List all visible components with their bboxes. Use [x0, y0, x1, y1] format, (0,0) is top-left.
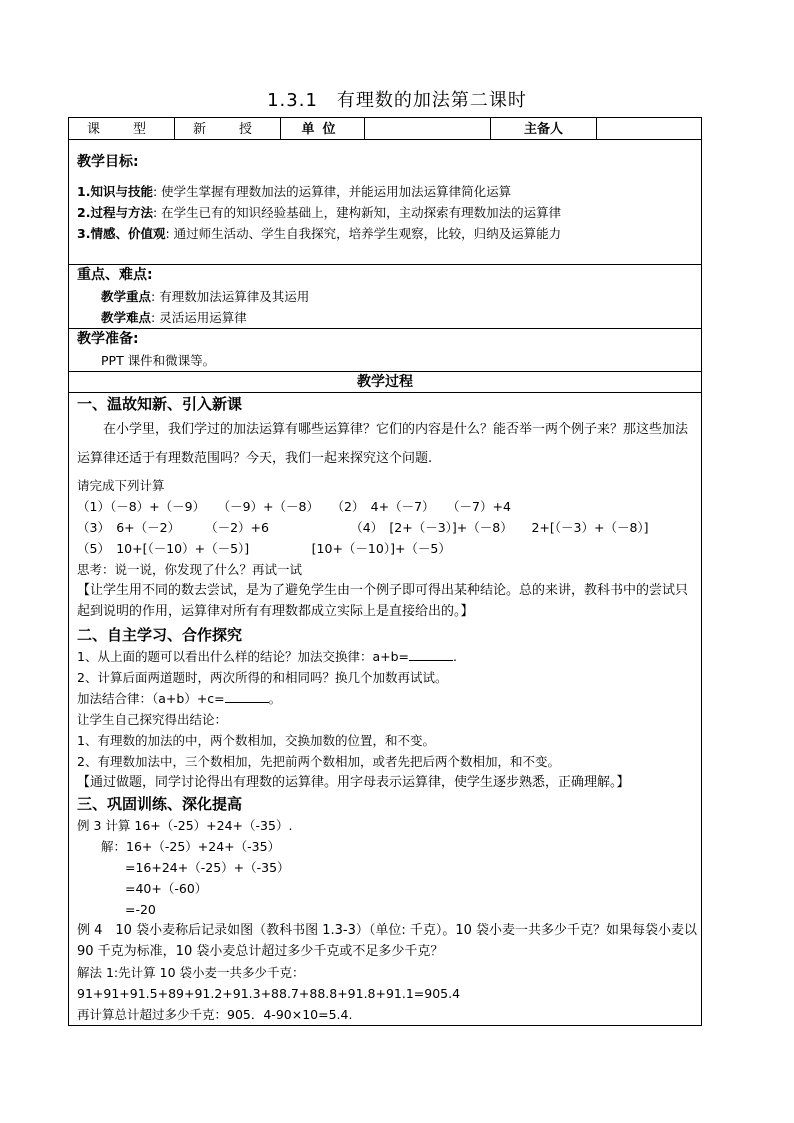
type-label: 课 型 [69, 118, 175, 140]
method-1: 解法 1:先计算 10 袋小麦一共多少千克： [77, 965, 305, 980]
type-value: 新 授 [175, 118, 281, 140]
prep-row [69, 329, 702, 372]
process-heading: 教学过程 [357, 374, 413, 390]
part3-heading: 三、巩固训练、深化提高 [77, 795, 243, 813]
keys-heading: 重点、难点: [77, 267, 153, 283]
commutative-question: 1、从上面的题可以看出什么样的结论？加法交换律：a+b= . [77, 649, 457, 664]
answer-blank [225, 690, 269, 703]
goal-item: 2.过程与方法: 在学生已有的知识经验基础上，建构新知，主动探索有理数加法的运算律 [77, 205, 562, 220]
part2-heading: 二、自主学习、合作探究 [77, 626, 243, 644]
lesson-plan-table [68, 117, 702, 1026]
calc-line: （1）（－8）+（－9） （－9）+（－8） （2） 4+（－7） （－7）+4 [77, 499, 511, 514]
goal-item: 3.情感、价值观: 通过师生活动、学生自我探究，培养学生观察，比较，归纳及运算能力 [77, 226, 562, 241]
process-body-row [69, 393, 702, 1026]
prep-text: PPT 课件和微课等。 [101, 353, 216, 368]
conclusion-2: 2、有理数加法中，三个数相加，先把前两个数相加，或者先把后两个数相加，和不变。 [77, 754, 560, 769]
solution-line: =16+24+（-25）+（-35） [125, 860, 290, 875]
part1-note: 【让学生用不同的数去尝试，是为了避免学生由一个例子即可得出某种结论。总的来讲，教科书中的尝试只起到说明的作用，运算律对所有有理数都成立实际上是直接给出的。】 [77, 583, 689, 619]
example-4: 例 4 10 袋小麦称后记录如图（教科书图 1.3-3）（单位: 千克）。10 袋小麦一共多少千克？如果每袋小麦以 90 千克为标准，10 袋小麦总计超过多少千克或不足多少千克？ [77, 923, 698, 959]
part2-note: 【通过做题，同学讨论得出有理数的运算律。用字母表示运算律，使学生逐步熟悉，正确理解。】 [77, 775, 630, 790]
calc-line: （3） 6+（－2） （－2）+6 （4） [2+（－3）]+（－8） 2+[（－3）+（－8）] [77, 520, 649, 535]
goals-heading: 教学目标: [77, 154, 139, 170]
conclusion-1: 1、有理数的加法的中，两个数相加，交换加数的位置，和不变。 [77, 733, 435, 748]
part1-heading: 一、温故知新、引入新课 [77, 395, 243, 413]
solution-line: =40+（-60） [125, 881, 208, 896]
prep-heading: 教学准备: [77, 331, 139, 347]
goal-item: 1.知识与技能: 使学生掌握有理数加法的运算律，并能运用加法运算律简化运算 [77, 184, 512, 199]
lead-value [597, 118, 702, 140]
difficult-point: 教学难点: 灵活运用运算律 [101, 310, 247, 325]
question-2: 2、计算后面两道题时，两次所得的和相同吗？换几个加数再试试。 [77, 670, 448, 685]
associative-question: 加法结合律：（a+b）+c= 。 [77, 691, 282, 706]
excess-line: 再计算总计超过多少千克：905．4-90×10=5.4. [77, 1007, 353, 1022]
part1-paragraph: 在小学里，我们学过的加法运算有哪些运算律？它们的内容是什么？能否举一两个例子来？那这些加法运算律还适于有理数范围吗？今天，我们一起来探究这个问题. [77, 422, 689, 466]
unit-value [365, 118, 491, 140]
process-heading-row [69, 372, 702, 393]
unit-label: 单位 [281, 118, 365, 140]
key-point: 教学重点: 有理数加法运算律及其运用 [101, 289, 310, 304]
header-row [69, 118, 702, 140]
example-3: 例 3 计算 16+（-25）+24+（-35）. [77, 818, 293, 833]
calc-prompt: 请完成下列计算 [77, 478, 165, 493]
page-title: 1.3.1 有理数的加法第二课时 [267, 90, 527, 111]
lead-label: 主备人 [491, 118, 597, 140]
think-prompt: 思考：说一说，你发现了什么？再试一试 [77, 562, 303, 577]
solution-line: 解：16+（-25）+24+（-35） [101, 839, 281, 854]
solution-line: =-20 [125, 902, 156, 917]
keys-row [69, 265, 702, 329]
sum-line: 91+91+91.5+89+91.2+91.3+88.7+88.8+91.8+91.1=905.4 [77, 986, 461, 1001]
conclusion-intro: 让学生自己探究得出结论： [77, 712, 228, 727]
calc-line: （5） 10+[（－10）+（－5）] [10+（－10）]+（－5） [77, 541, 451, 556]
goals-row [69, 140, 702, 265]
answer-blank [409, 648, 453, 661]
